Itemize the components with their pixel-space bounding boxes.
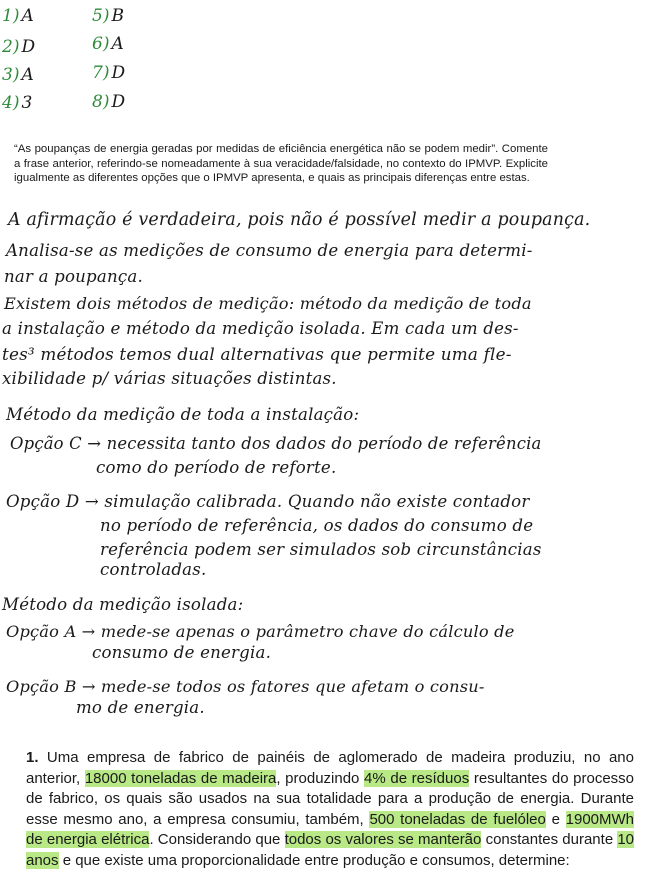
answer-3: 3) A (2, 65, 34, 85)
answer-1: 1) A (2, 6, 34, 26)
exercise-number: 1. (26, 749, 39, 766)
hand-line: Analisa-se as medições de consumo de energia para determi- (6, 241, 533, 260)
highlight: 18000 toneladas de madeira (84, 769, 277, 787)
hand-line: mo de energia. (76, 698, 205, 717)
answer-2: 2) D (2, 37, 36, 57)
hand-line: Opção C → necessita tanto dos dados do período de referência (10, 434, 542, 453)
hand-line: Opção B → mede-se todos os fatores que afetam o consu- (6, 677, 485, 696)
hand-line: Opção A → mede-se apenas o parâmetro chave do cálculo de (6, 622, 515, 641)
highlight: 4% de resíduos (364, 769, 470, 787)
hand-line: nar a poupança. (4, 267, 143, 286)
hand-line: como do período de reforte. (96, 458, 337, 477)
hand-line: consumo de energia. (92, 643, 272, 662)
highlight: 500 toneladas de fuelóleo (369, 810, 546, 828)
hand-line: referência podem ser simulados sob circunstâncias (100, 540, 542, 559)
question-text: “As poupanças de energia geradas por medidas de eficiência energética não se podem medir”. Comente a frase anterior, referindo-se nomeadamente à sua veracidade/falsidade, no contexto do IPMVP. Explicite igualmente as diferentes opções que o IPMVP apresenta, e quais as principais diferenças entre estas. (14, 143, 548, 185)
hand-line: controladas. (100, 560, 207, 579)
hand-line: a instalação e método da medição isolada. Em cada um des- (2, 319, 519, 338)
answer-4: 4) 3 (2, 93, 33, 113)
answer-key (0, 0, 200, 115)
hand-line: Opção D → simulação calibrada. Quando não existe contador (6, 492, 530, 511)
answer-7: 7) D (92, 63, 126, 83)
hand-line: Existem dois métodos de medição: método da medição de toda (4, 294, 532, 313)
hand-line: Método da medição de toda a instalação: (6, 405, 360, 424)
highlight: 10 anos (26, 831, 635, 869)
hand-line: tes³ métodos temos dual alternativas que permite uma fle- (2, 344, 512, 364)
hand-line: A afirmação é verdadeira, pois não é possível medir a poupança. (8, 210, 591, 230)
highlight: 1900MWh de energia elétrica (26, 810, 635, 849)
answer-6: 6) A (92, 34, 124, 54)
highlight: todos os valores se manterão (284, 831, 482, 849)
answer-8: 8) D (92, 92, 126, 112)
hand-line: no período de referência, os dados do consumo de (100, 516, 534, 535)
answer-5: 5) B (92, 6, 124, 26)
exercise-1: 1. Uma empresa de fabrico de painéis de aglomerado de madeira produziu, no ano anterior, 18000 toneladas de madeira, produzindo 4% de resíduos resultantes do processo de fabrico, os quais são usados na sua totalidade para a produção de energia. Durante esse mesmo ano, a empresa consumiu, também, 500 toneladas de fuelóleo e 1900MWh de energia elétrica. Considerando que todos os valores se manterão constantes durante 10 anos e que existe uma proporcionalidade entre produção e consumos, determine: (26, 749, 635, 869)
hand-line: Método da medição isolada: (2, 595, 244, 614)
hand-line: xibilidade p/ várias situações distintas. (2, 369, 337, 388)
